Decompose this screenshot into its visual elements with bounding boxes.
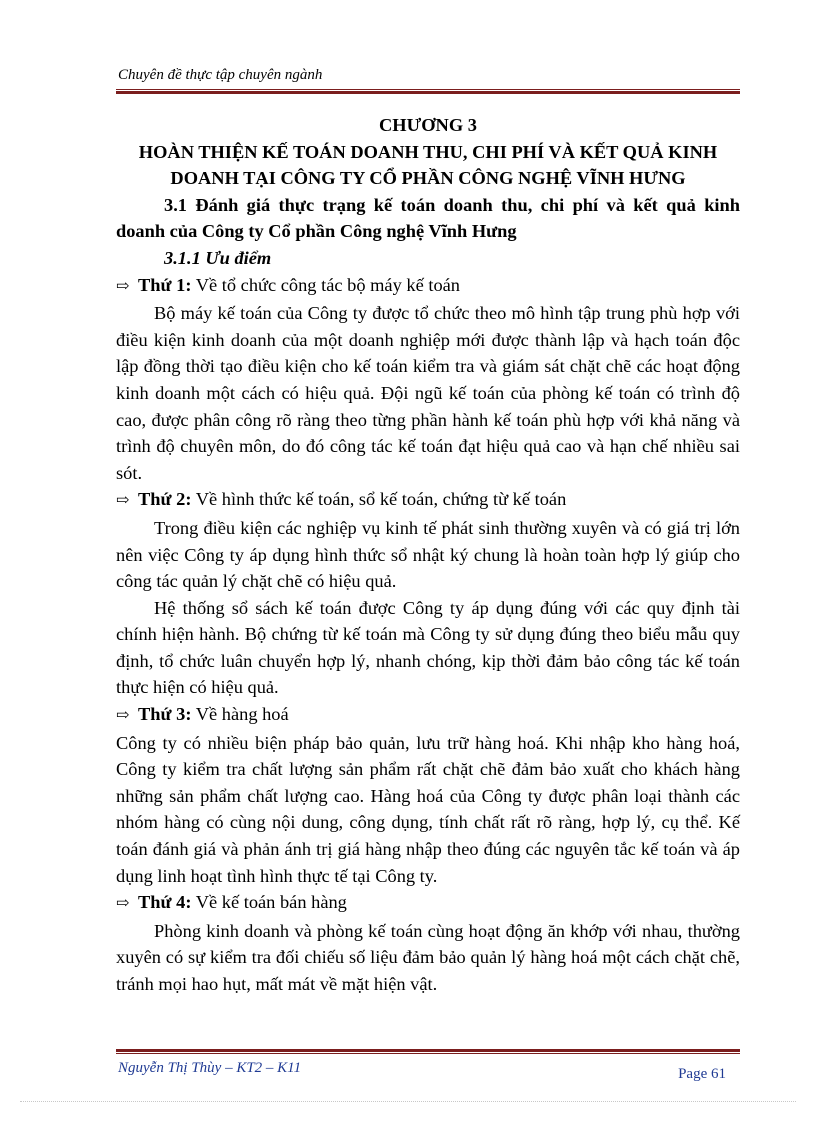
item-title: Về tổ chức công tác bộ máy kế toán xyxy=(191,274,460,295)
outline-arrow-right-icon: ⇨ xyxy=(116,277,130,295)
item-paragraph: Trong điều kiện các nghiệp vụ kinh tế phát sinh thường xuyên và có giá trị lớn nên việc Công ty áp dụng hình thức sổ nhật ký chung là hoàn toàn hợp lý giúp cho công tác quản lý chặt chẽ có hiệu quả. xyxy=(116,517,740,592)
header-title: Chuyên đề thực tập chuyên ngành xyxy=(118,67,323,83)
header-rule-thin xyxy=(116,89,740,90)
footer-rule-thick xyxy=(116,1049,740,1052)
item-paragraph: Bộ máy kế toán của Công ty được tổ chức theo mô hình tập trung phù hợp với điều kiện kinh doanh của một doanh nghiệp mới được thành lập và hạch toán độc lập đồng thời tạo điều kiện cho kế toán kiểm tra và giám sát chặt chẽ các hoạt động kinh doanh một cách có hiệu quả. Đội ngũ kế toán của phòng kế toán có trình độ cao, được phân công rõ ràng theo từng phần hành kế toán phù hợp với khả năng và trình độ chuyên môn, do đó công tác kế toán đạt hiệu quả cao và hạn chế nhiều sai sót. xyxy=(116,303,740,483)
item-label: Thứ 3: xyxy=(138,704,192,725)
section-heading: 3.1 Đánh giá thực trạng kế toán doanh thu, chi phí và kết quả kinh doanh của Công ty Cổ phần Công nghệ Vĩnh Hưng xyxy=(116,194,740,242)
page-number: Page 61 xyxy=(678,1066,726,1082)
outline-arrow-right-icon: ⇨ xyxy=(116,707,130,725)
chapter-title-line-1: HOÀN THIỆN KẾ TOÁN DOANH THU, CHI PHÍ VÀ KẾT QUẢ KINH xyxy=(138,141,718,162)
footer-row xyxy=(116,1054,740,1080)
subsection-heading: 3.1.1 Ưu điểm xyxy=(164,247,272,268)
item-paragraph: Phòng kinh doanh và phòng kế toán cùng hoạt động ăn khớp với nhau, thường xuyên có sự kiểm tra đối chiếu số liệu đảm bảo quản lý hàng hoá một cách chặt chẽ, tránh mọi hao hụt, mất mát về mặt hiện vật. xyxy=(116,920,740,994)
item-title: Về hàng hoá xyxy=(191,704,289,725)
item-title: Về hình thức kế toán, sổ kế toán, chứng từ kế toán xyxy=(191,489,567,510)
outline-arrow-right-icon: ⇨ xyxy=(116,492,130,510)
outline-arrow-right-icon: ⇨ xyxy=(116,895,130,913)
page-bottom-divider xyxy=(20,1101,796,1102)
footer-author: Nguyễn Thị Thùy – KT2 – K11 xyxy=(118,1060,302,1076)
chapter-title-line-2: DOANH TẠI CÔNG TY CỔ PHẦN CÔNG NGHỆ VĨNH HƯNG xyxy=(170,168,686,189)
page-footer xyxy=(116,1049,740,1080)
item-label: Thứ 2: xyxy=(138,489,192,510)
chapter-number: CHƯƠNG 3 xyxy=(379,115,477,135)
item-heading-2 xyxy=(116,486,740,515)
header-rule-thick xyxy=(116,91,740,94)
item-paragraph: Công ty có nhiều biện pháp bảo quản, lưu trữ hàng hoá. Khi nhập kho hàng hoá, Công ty kiểm tra chất lượng sản phẩm rất chặt chẽ đảm bảo xuất cho khách hàng những sản phẩm chất lượng cao. Hàng hoá của Công ty được phân loại thành các nhóm hàng có cùng nội dung, công dụng, tính chất rất rõ ràng, hợp lý, cụ thể. Kế toán đánh giá và phản ánh trị giá hàng nhập theo đúng các nguyên tắc kế toán và áp dụng linh hoạt tình hình thực tế tại Công ty. xyxy=(116,732,740,886)
page-header xyxy=(116,66,740,94)
item-label: Thứ 4: xyxy=(138,892,192,913)
item-paragraph: Hệ thống sổ sách kế toán được Công ty áp dụng đúng với các quy định tài chính hiện hành. Bộ chứng từ kế toán mà Công ty sử dụng đúng theo biểu mẫu quy định, tổ chức luân chuyển hợp lý, nhanh chóng, kịp thời đảm bảo công tác kế toán thực hiện có hiệu quả. xyxy=(116,597,740,698)
item-title: Về kế toán bán hàng xyxy=(191,892,347,913)
item-heading-3 xyxy=(116,701,740,730)
document-body xyxy=(116,112,740,998)
item-heading-4 xyxy=(116,889,740,918)
item-label: Thứ 1: xyxy=(138,274,192,295)
item-heading-1 xyxy=(116,272,740,301)
